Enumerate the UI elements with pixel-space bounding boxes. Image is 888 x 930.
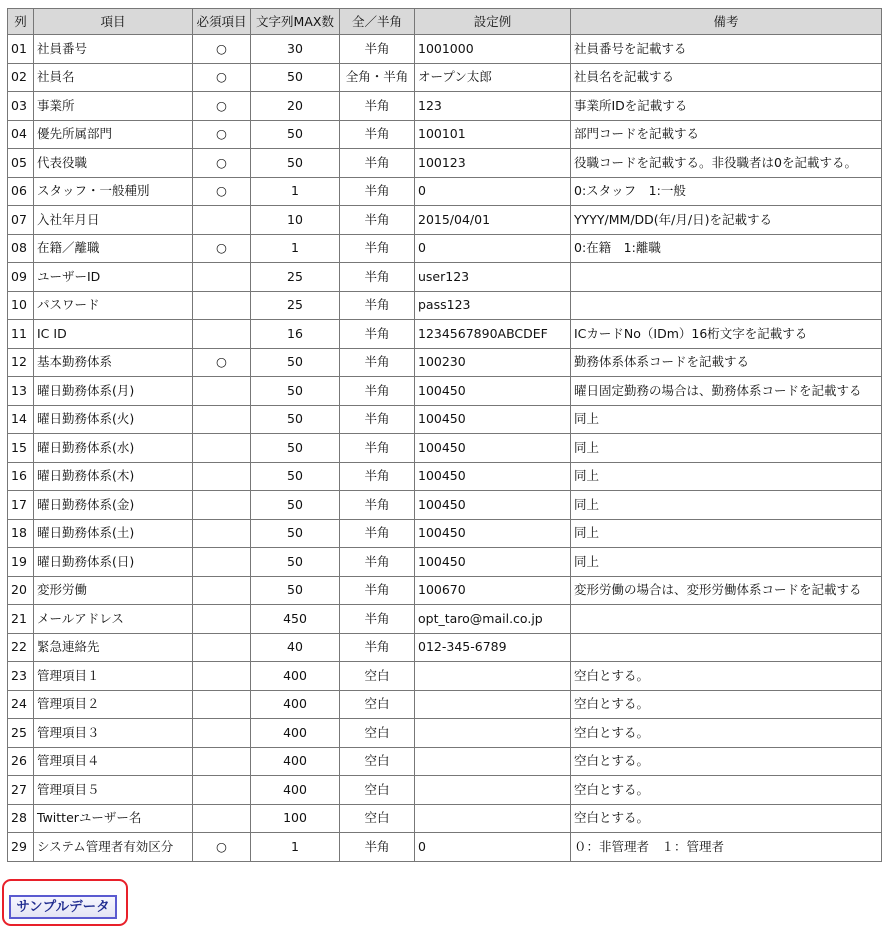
row-example (415, 776, 571, 805)
row-char-width: 半角 (340, 120, 415, 149)
row-note: 部門コードを記載する (571, 120, 882, 149)
table-row (8, 377, 882, 406)
row-no: 13 (8, 377, 34, 406)
row-item: 管理項目４ (34, 747, 193, 776)
row-required (193, 605, 251, 634)
row-example: opt_taro@mail.co.jp (415, 605, 571, 634)
row-required (193, 263, 251, 292)
row-no: 21 (8, 605, 34, 634)
row-char-width: 半角 (340, 348, 415, 377)
row-note: 曜日固定勤務の場合は、勤務体系コードを記載する (571, 377, 882, 406)
row-max-length: 25 (251, 263, 340, 292)
table-row (8, 690, 882, 719)
header-col-example: 設定例 (415, 9, 571, 35)
row-required (193, 291, 251, 320)
row-max-length: 50 (251, 548, 340, 577)
row-required: ○ (193, 348, 251, 377)
row-max-length: 50 (251, 63, 340, 92)
row-char-width: 空白 (340, 719, 415, 748)
table-row (8, 348, 882, 377)
row-note: 同上 (571, 519, 882, 548)
table-row (8, 405, 882, 434)
table-row (8, 206, 882, 235)
row-max-length: 50 (251, 519, 340, 548)
row-no: 08 (8, 234, 34, 263)
table-row (8, 434, 882, 463)
table-row (8, 633, 882, 662)
row-required (193, 662, 251, 691)
row-item: 曜日勤務体系(水) (34, 434, 193, 463)
row-required: ○ (193, 63, 251, 92)
row-max-length: 50 (251, 348, 340, 377)
row-char-width: 半角 (340, 548, 415, 577)
row-example: 100450 (415, 405, 571, 434)
row-no: 06 (8, 177, 34, 206)
row-max-length: 50 (251, 120, 340, 149)
row-char-width: 空白 (340, 747, 415, 776)
row-no: 17 (8, 491, 34, 520)
table-row (8, 35, 882, 64)
row-required: ○ (193, 92, 251, 121)
row-note: 空白とする。 (571, 719, 882, 748)
row-example: 100450 (415, 462, 571, 491)
row-note (571, 291, 882, 320)
row-no: 28 (8, 804, 34, 833)
row-item: 変形労働 (34, 576, 193, 605)
row-required (193, 690, 251, 719)
row-no: 20 (8, 576, 34, 605)
row-note: 空白とする。 (571, 662, 882, 691)
row-item: システム管理者有効区分 (34, 833, 193, 862)
row-example: 100450 (415, 548, 571, 577)
row-max-length: 10 (251, 206, 340, 235)
row-required (193, 377, 251, 406)
row-no: 02 (8, 63, 34, 92)
row-char-width: 半角 (340, 576, 415, 605)
row-no: 25 (8, 719, 34, 748)
row-note: 空白とする。 (571, 747, 882, 776)
row-item: メールアドレス (34, 605, 193, 634)
row-max-length: 25 (251, 291, 340, 320)
row-no: 19 (8, 548, 34, 577)
table-row (8, 63, 882, 92)
row-required (193, 206, 251, 235)
row-item: 在籍／離職 (34, 234, 193, 263)
row-note: 役職コードを記載する。非役職者は0を記載する。 (571, 149, 882, 178)
table-row (8, 149, 882, 178)
table-row (8, 263, 882, 292)
row-example: 100101 (415, 120, 571, 149)
row-no: 18 (8, 519, 34, 548)
row-max-length: 50 (251, 576, 340, 605)
row-note: 事業所IDを記載する (571, 92, 882, 121)
row-item: 社員名 (34, 63, 193, 92)
table-row (8, 519, 882, 548)
row-char-width: 全角・半角 (340, 63, 415, 92)
row-item: 緊急連絡先 (34, 633, 193, 662)
table-row (8, 291, 882, 320)
row-max-length: 100 (251, 804, 340, 833)
row-note: 社員名を記載する (571, 63, 882, 92)
row-no: 23 (8, 662, 34, 691)
table-row (8, 234, 882, 263)
row-max-length: 16 (251, 320, 340, 349)
row-required: ○ (193, 177, 251, 206)
row-item: パスワード (34, 291, 193, 320)
row-item: 社員番号 (34, 35, 193, 64)
row-item: 事業所 (34, 92, 193, 121)
row-example: 100450 (415, 434, 571, 463)
header-col-required: 必須項目 (193, 9, 251, 35)
sample-data-button[interactable]: サンプルデータ (9, 895, 117, 919)
table-row (8, 747, 882, 776)
row-no: 22 (8, 633, 34, 662)
table-row (8, 177, 882, 206)
row-char-width: 空白 (340, 804, 415, 833)
row-char-width: 半角 (340, 206, 415, 235)
row-char-width: 半角 (340, 434, 415, 463)
row-char-width: 半角 (340, 177, 415, 206)
row-required (193, 519, 251, 548)
row-note (571, 263, 882, 292)
row-example: 0 (415, 234, 571, 263)
row-example: 100450 (415, 377, 571, 406)
row-note: 0:スタッフ 1:一般 (571, 177, 882, 206)
row-required (193, 491, 251, 520)
row-required: ○ (193, 833, 251, 862)
table-row (8, 662, 882, 691)
row-example (415, 804, 571, 833)
row-required (193, 747, 251, 776)
header-col-item: 項目 (34, 9, 193, 35)
row-required (193, 434, 251, 463)
row-no: 27 (8, 776, 34, 805)
row-char-width: 空白 (340, 690, 415, 719)
row-item: スタッフ・一般種別 (34, 177, 193, 206)
row-example (415, 690, 571, 719)
row-note: ICカードNo（IDm）16桁文字を記載する (571, 320, 882, 349)
row-max-length: 400 (251, 719, 340, 748)
row-required (193, 320, 251, 349)
row-note: 勤務体系体系コードを記載する (571, 348, 882, 377)
table-row (8, 320, 882, 349)
row-char-width: 半角 (340, 234, 415, 263)
table-row (8, 804, 882, 833)
row-no: 14 (8, 405, 34, 434)
row-max-length: 1 (251, 833, 340, 862)
row-example: 0 (415, 177, 571, 206)
row-max-length: 50 (251, 462, 340, 491)
row-required (193, 776, 251, 805)
table-row (8, 491, 882, 520)
row-example: 100450 (415, 491, 571, 520)
row-char-width: 半角 (340, 92, 415, 121)
row-item: 曜日勤務体系(木) (34, 462, 193, 491)
row-item: 管理項目５ (34, 776, 193, 805)
row-note (571, 605, 882, 634)
row-note: ０：非管理者 １：管理者 (571, 833, 882, 862)
row-example (415, 662, 571, 691)
row-max-length: 1 (251, 177, 340, 206)
row-no: 12 (8, 348, 34, 377)
row-note: 同上 (571, 491, 882, 520)
table-row (8, 462, 882, 491)
row-example: オープン太郎 (415, 63, 571, 92)
row-example: 2015/04/01 (415, 206, 571, 235)
row-item: 曜日勤務体系(土) (34, 519, 193, 548)
row-note: 空白とする。 (571, 804, 882, 833)
csv-spec-table (7, 8, 882, 862)
row-note: 変形労働の場合は、変形労働体系コードを記載する (571, 576, 882, 605)
row-char-width: 半角 (340, 462, 415, 491)
row-char-width: 半角 (340, 519, 415, 548)
row-example: 012-345-6789 (415, 633, 571, 662)
row-required: ○ (193, 120, 251, 149)
row-char-width: 半角 (340, 833, 415, 862)
row-no: 07 (8, 206, 34, 235)
row-char-width: 半角 (340, 633, 415, 662)
row-no: 03 (8, 92, 34, 121)
row-char-width: 半角 (340, 377, 415, 406)
row-required: ○ (193, 149, 251, 178)
row-example: 100450 (415, 519, 571, 548)
row-item: 管理項目１ (34, 662, 193, 691)
row-max-length: 50 (251, 149, 340, 178)
row-note: 0:在籍 1:離職 (571, 234, 882, 263)
row-example: 123 (415, 92, 571, 121)
header-col-note: 備考 (571, 9, 882, 35)
row-example: 1001000 (415, 35, 571, 64)
table-row (8, 719, 882, 748)
row-item: ユーザーID (34, 263, 193, 292)
row-max-length: 50 (251, 491, 340, 520)
row-required (193, 633, 251, 662)
row-example: pass123 (415, 291, 571, 320)
row-item: 曜日勤務体系(日) (34, 548, 193, 577)
row-item: Twitterユーザー名 (34, 804, 193, 833)
table-row (8, 92, 882, 121)
row-example (415, 719, 571, 748)
sample-data-highlight (2, 879, 128, 926)
row-example: 0 (415, 833, 571, 862)
row-required (193, 548, 251, 577)
row-max-length: 1 (251, 234, 340, 263)
row-note: 同上 (571, 434, 882, 463)
row-example: 100123 (415, 149, 571, 178)
row-example: user123 (415, 263, 571, 292)
row-max-length: 400 (251, 690, 340, 719)
table-header-row (8, 9, 882, 35)
row-no: 10 (8, 291, 34, 320)
row-example: 100230 (415, 348, 571, 377)
row-no: 24 (8, 690, 34, 719)
table-row (8, 776, 882, 805)
row-max-length: 50 (251, 377, 340, 406)
row-max-length: 400 (251, 662, 340, 691)
row-no: 26 (8, 747, 34, 776)
row-required (193, 576, 251, 605)
row-char-width: 空白 (340, 776, 415, 805)
row-item: 管理項目３ (34, 719, 193, 748)
row-char-width: 半角 (340, 491, 415, 520)
row-item: 曜日勤務体系(火) (34, 405, 193, 434)
row-item: 曜日勤務体系(月) (34, 377, 193, 406)
row-note: 同上 (571, 548, 882, 577)
row-char-width: 半角 (340, 263, 415, 292)
row-example: 1234567890ABCDEF (415, 320, 571, 349)
header-col-max-length: 文字列MAX数 (251, 9, 340, 35)
table-row (8, 548, 882, 577)
table-row (8, 833, 882, 862)
table-row (8, 605, 882, 634)
row-note: 同上 (571, 405, 882, 434)
row-required (193, 405, 251, 434)
row-no: 11 (8, 320, 34, 349)
row-item: 基本勤務体系 (34, 348, 193, 377)
row-required: ○ (193, 35, 251, 64)
row-item: 優先所属部門 (34, 120, 193, 149)
row-note: 空白とする。 (571, 776, 882, 805)
row-char-width: 半角 (340, 405, 415, 434)
row-required (193, 719, 251, 748)
table-row (8, 120, 882, 149)
row-example: 100670 (415, 576, 571, 605)
row-required (193, 462, 251, 491)
row-max-length: 50 (251, 405, 340, 434)
row-char-width: 半角 (340, 605, 415, 634)
row-char-width: 空白 (340, 662, 415, 691)
row-max-length: 40 (251, 633, 340, 662)
row-example (415, 747, 571, 776)
row-item: 曜日勤務体系(金) (34, 491, 193, 520)
row-max-length: 400 (251, 776, 340, 805)
row-char-width: 半角 (340, 35, 415, 64)
row-item: 入社年月日 (34, 206, 193, 235)
row-max-length: 450 (251, 605, 340, 634)
row-max-length: 30 (251, 35, 340, 64)
header-col-no: 列 (8, 9, 34, 35)
row-char-width: 半角 (340, 291, 415, 320)
row-no: 16 (8, 462, 34, 491)
row-no: 04 (8, 120, 34, 149)
row-no: 05 (8, 149, 34, 178)
row-required (193, 804, 251, 833)
row-char-width: 半角 (340, 149, 415, 178)
row-note: YYYY/MM/DD(年/月/日)を記載する (571, 206, 882, 235)
row-char-width: 半角 (340, 320, 415, 349)
row-no: 15 (8, 434, 34, 463)
row-no: 29 (8, 833, 34, 862)
row-note (571, 633, 882, 662)
row-note: 同上 (571, 462, 882, 491)
row-item: IC ID (34, 320, 193, 349)
row-no: 09 (8, 263, 34, 292)
table-row (8, 576, 882, 605)
row-required: ○ (193, 234, 251, 263)
row-note: 空白とする。 (571, 690, 882, 719)
row-max-length: 400 (251, 747, 340, 776)
header-col-char-width: 全／半角 (340, 9, 415, 35)
row-max-length: 20 (251, 92, 340, 121)
row-note: 社員番号を記載する (571, 35, 882, 64)
row-item: 代表役職 (34, 149, 193, 178)
row-no: 01 (8, 35, 34, 64)
row-item: 管理項目２ (34, 690, 193, 719)
row-max-length: 50 (251, 434, 340, 463)
